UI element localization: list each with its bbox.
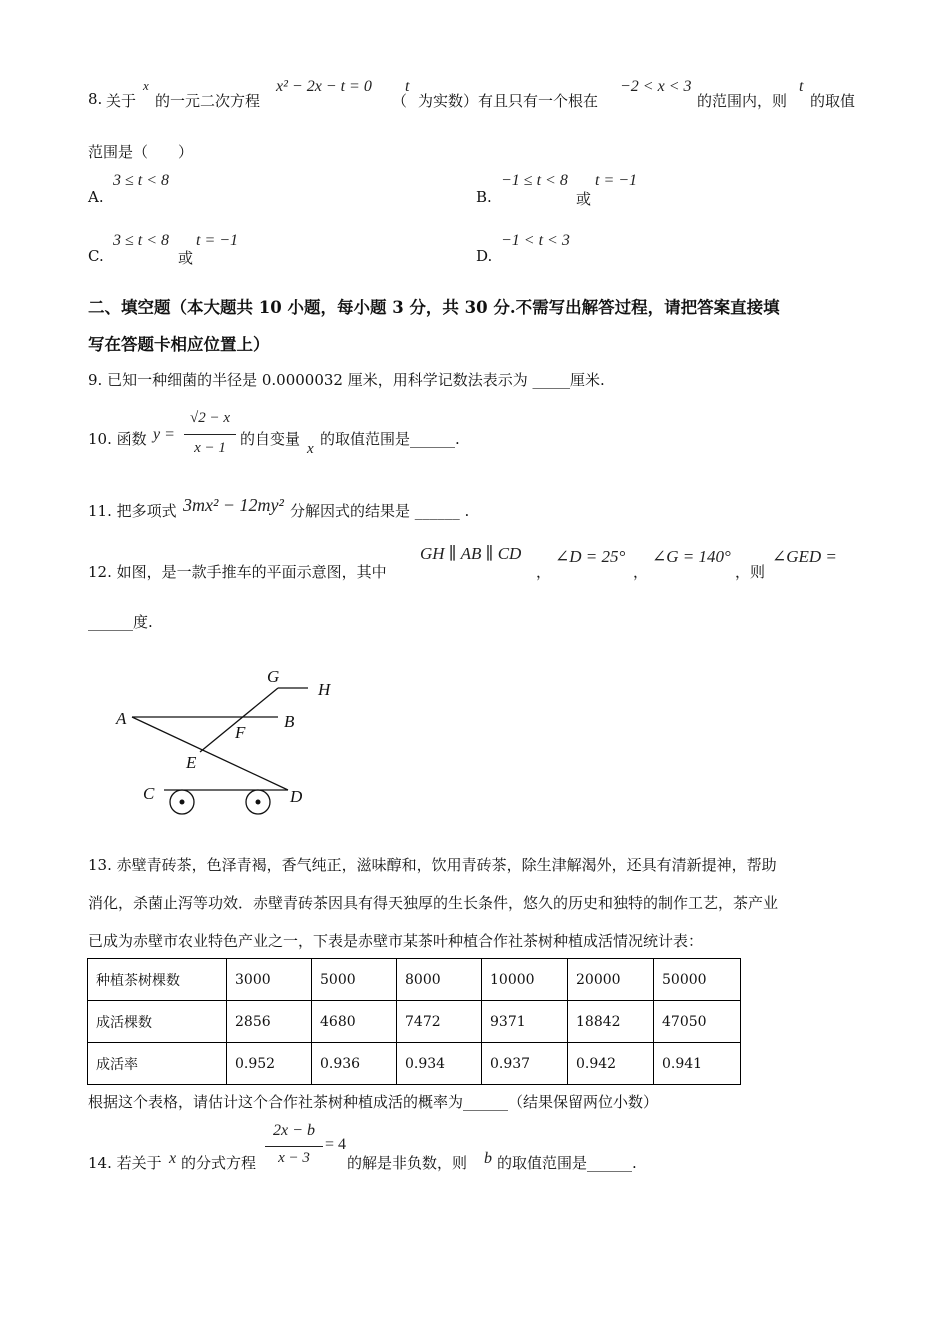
label-b: B xyxy=(284,712,295,731)
table-row: 成活率 0.952 0.936 0.934 0.937 0.942 0.941 xyxy=(88,1043,741,1085)
q12-angle-g: ∠G = 140° xyxy=(652,547,731,566)
label-f: F xyxy=(235,723,246,742)
q12-parallel: GH ∥ AB ∥ CD xyxy=(420,544,522,563)
q12-angle-ged: ∠GED = xyxy=(772,547,837,566)
option-a-label: A. xyxy=(88,188,104,206)
option-d: −1 < t < 3 xyxy=(501,232,570,249)
question-9: 9. 已知一种细菌的半径是 0.0000032 厘米，用科学记数法表示为 _____厘米. xyxy=(88,371,605,389)
fraction-denominator: x − 1 xyxy=(194,440,226,456)
label-a: A xyxy=(116,709,127,728)
fraction-bar xyxy=(265,1146,323,1147)
fraction-numerator: 2x − b xyxy=(273,1122,315,1139)
q11-polynomial: 3mx² − 12my² xyxy=(183,495,284,515)
option-b-label: B. xyxy=(476,188,492,206)
option-a: 3 ≤ t < 8 xyxy=(113,172,170,189)
fraction-numerator: √2 − x xyxy=(189,410,230,426)
option-c-label: C. xyxy=(88,247,104,265)
option-b: −1 ≤ t < 8 xyxy=(501,172,568,189)
wheel-left-hub xyxy=(180,800,185,805)
q8-number: 8. xyxy=(88,90,103,108)
line-ad xyxy=(132,717,288,790)
table-row: 种植茶树棵数 3000 5000 8000 10000 20000 50000 xyxy=(88,959,741,1001)
label-c: C xyxy=(143,784,155,803)
label-h: H xyxy=(318,680,331,699)
q12-angle-d: ∠D = 25° xyxy=(555,547,626,566)
table-row: 成活棵数 2856 4680 7472 9371 18842 47050 xyxy=(88,1001,741,1043)
label-e: E xyxy=(186,753,197,772)
label-g: G xyxy=(267,667,280,686)
tea-survival-table xyxy=(87,958,741,1085)
label-d: D xyxy=(290,787,303,806)
option-d-label: D. xyxy=(476,247,493,265)
line-ge xyxy=(200,688,278,752)
fraction-denominator: x − 3 xyxy=(278,1150,310,1166)
var-x: x xyxy=(143,78,149,93)
q8-range: −2 < x < 3 xyxy=(620,78,692,95)
q8-equation: x² − 2x − t = 0 xyxy=(276,78,372,95)
option-c: 3 ≤ t < 8 xyxy=(113,232,170,249)
cart-diagram xyxy=(100,660,360,830)
wheel-right-hub xyxy=(256,800,261,805)
fraction-bar xyxy=(184,434,236,435)
